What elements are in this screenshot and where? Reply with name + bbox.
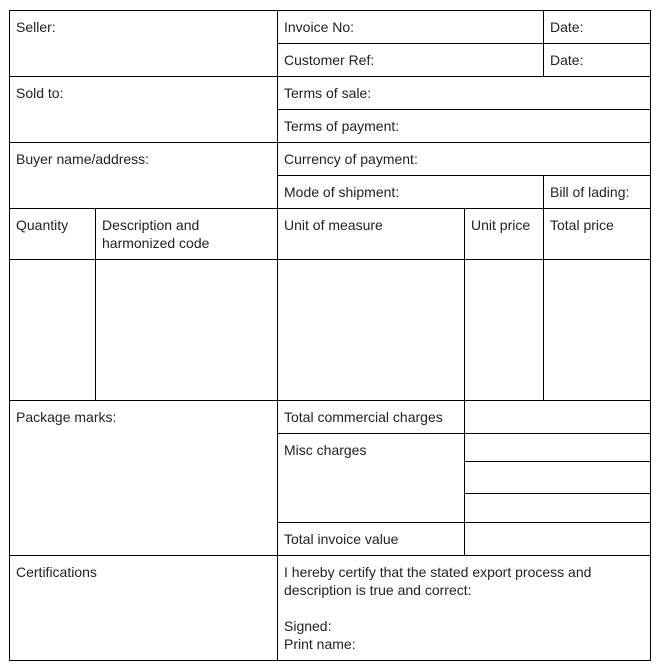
bill-of-lading-label: Bill of lading:	[550, 184, 630, 200]
column-header-unit-price: Unit price	[471, 217, 531, 233]
seller-label: Seller:	[16, 19, 56, 35]
print-name-label: Print name:	[284, 636, 356, 652]
column-header-quantity: Quantity	[16, 217, 69, 233]
divider	[9, 400, 650, 401]
customer-ref-label: Customer Ref:	[284, 52, 375, 68]
total-invoice-value-label: Total invoice value	[284, 531, 399, 547]
divider	[95, 208, 96, 400]
column-header-unit-of-measure: Unit of measure	[284, 217, 383, 233]
column-header-description: Description and	[102, 217, 200, 233]
total-commercial-charges-label: Total commercial charges	[284, 409, 443, 425]
date-label: Date:	[550, 52, 584, 68]
divider	[9, 76, 650, 77]
divider	[277, 10, 278, 660]
currency-label: Currency of payment:	[284, 151, 418, 167]
mode-of-shipment-label: Mode of shipment:	[284, 184, 400, 200]
divider	[277, 43, 650, 44]
sold-to-label: Sold to:	[16, 85, 64, 101]
divider	[464, 400, 465, 555]
terms-of-sale-label: Terms of sale:	[284, 85, 372, 101]
column-header-total-price: Total price	[550, 217, 614, 233]
column-header-description-line2: harmonized code	[102, 235, 210, 251]
divider	[543, 10, 544, 76]
certification-statement: I hereby certify that the stated export process and	[284, 564, 592, 580]
divider	[9, 142, 650, 143]
divider	[9, 259, 650, 260]
invoice-no-label: Invoice No:	[284, 19, 355, 35]
divider	[464, 208, 465, 400]
divider	[464, 461, 650, 462]
misc-charges-label: Misc charges	[284, 442, 367, 458]
divider	[9, 555, 650, 556]
divider	[9, 208, 650, 209]
divider	[464, 493, 650, 494]
package-marks-label: Package marks:	[16, 409, 117, 425]
signed-label: Signed:	[284, 618, 332, 634]
certification-statement-line2: description is true and correct:	[284, 582, 472, 598]
date-label: Date:	[550, 19, 584, 35]
terms-of-payment-label: Terms of payment:	[284, 118, 400, 134]
buyer-label: Buyer name/address:	[16, 151, 150, 167]
divider	[277, 175, 650, 176]
divider	[277, 109, 650, 110]
divider	[543, 175, 544, 400]
certifications-label: Certifications	[16, 564, 97, 580]
